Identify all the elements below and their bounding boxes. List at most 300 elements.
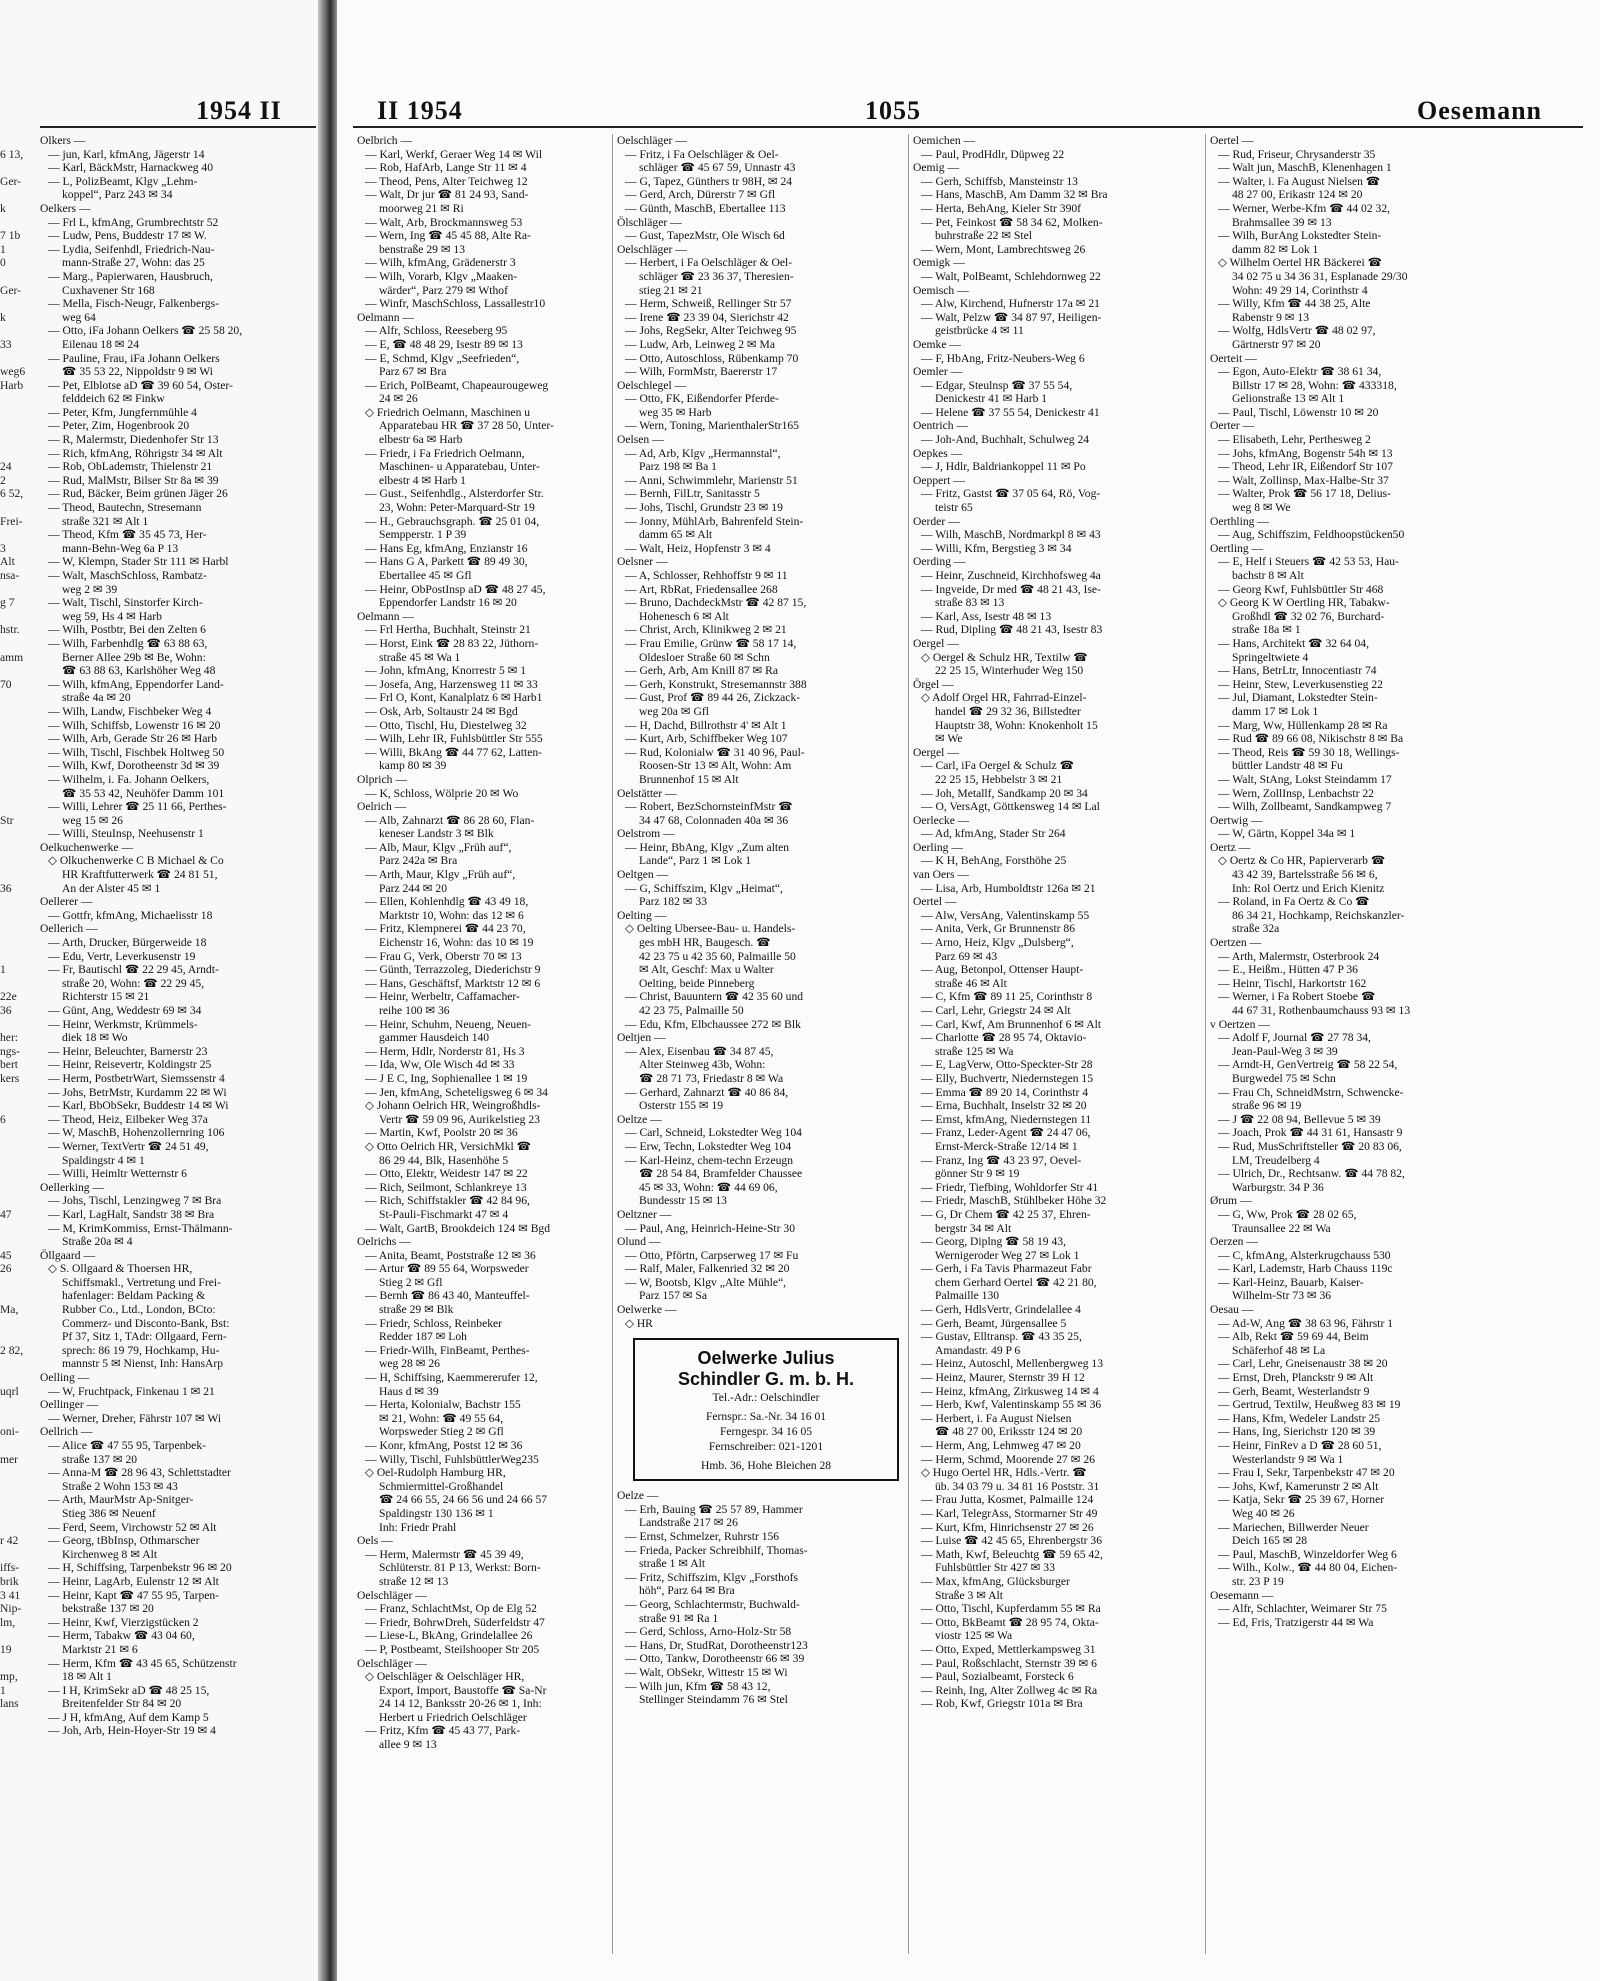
directory-entry-line: — Ida, Ww, Ole Wisch 4d ✉ 33 (365, 1058, 515, 1072)
directory-entry-line: — Wilh, kfmAng, Grädenerstr 3 (365, 256, 516, 270)
margin-fragment (0, 1493, 34, 1507)
directory-entry-line: — Gerhard, Zahnarzt ☎ 40 86 84, (625, 1085, 789, 1099)
directory-entry-line: wärder“, Parz 279 ✉ Wthof (379, 283, 508, 297)
margin-fragment: Alt (0, 555, 15, 569)
directory-entry-line: Traunsallee 22 ✉ Wa (1232, 1221, 1331, 1235)
surname-heading: Oerlecke — (913, 813, 970, 827)
margin-fragment (0, 1466, 34, 1480)
directory-entry-line: — Heinr, Tischl, Harkortstr 162 (1218, 976, 1367, 990)
margin-fragment (0, 637, 34, 651)
margin-fragment: 1 (0, 242, 6, 256)
directory-entry-line: Richterstr 15 ✉ 21 (62, 990, 150, 1004)
directory-entry-line: — Frau I, Sekr, Tarpenbekstr 47 ✉ 20 (1218, 1466, 1395, 1480)
margin-fragment (0, 1018, 34, 1032)
directory-entry-line: 34 47 68, Colonnaden 40a ✉ 36 (639, 813, 789, 827)
right-header-rule (353, 126, 1583, 128)
directory-entry-line: — Herm, Ang, Lehmweg 47 ✉ 20 (921, 1439, 1081, 1452)
directory-entry-line: — Frl L, kfmAng, Grumbrechtstr 52 (48, 215, 219, 229)
directory-entry-line: weg 15 ✉ 26 (62, 813, 123, 827)
margin-fragment: lans (0, 1697, 19, 1711)
margin-fragment (0, 161, 34, 175)
margin-fragment (0, 134, 34, 148)
directory-entry-line: ☎ 24 66 55, 24 66 56 und 24 66 57 (379, 1493, 548, 1507)
directory-entry-line: — Herbert, i. Fa August Nielsen (921, 1411, 1072, 1425)
directory-entry-line: — Friedr-Wilh, FinBeamt, Perthes- (365, 1343, 530, 1357)
directory-entry-line: Westerlandstr 9 ✉ Wa 1 (1232, 1452, 1344, 1466)
surname-heading: Oerling — (913, 840, 963, 854)
margin-fragment (0, 1140, 34, 1154)
directory-entry-line: handel ☎ 29 32 36, Billstedter (935, 704, 1081, 718)
directory-entry-line: Vertr ☎ 59 09 96, Aurikelstieg 23 (379, 1112, 540, 1126)
directory-entry-line: — Pet, Elblotse aD ☎ 39 60 54, Oster- (48, 378, 233, 392)
directory-entry-line: — Wilh, Zollbeamt, Sandkampweg 7 (1218, 800, 1392, 814)
margin-fragment (0, 501, 34, 515)
directory-entry-line: — Paul, Tischl, Löwenstr 10 ✉ 20 (1218, 405, 1379, 419)
surname-heading: Oelmann — (357, 609, 414, 623)
directory-entry-line: — H, Schiffsing, Tarpenbekstr 96 ✉ 20 (48, 1561, 232, 1575)
directory-entry-line: — Wilh, Landw, Fischbeker Weg 4 (48, 704, 212, 718)
directory-entry-line: Parz 157 ✉ Sa (639, 1289, 707, 1303)
margin-fragment: k (0, 310, 6, 324)
directory-entry-line: — Gerh, i Fa Tavis Pharmazeut Fabr (921, 1262, 1092, 1276)
margin-fragment: 24 (0, 460, 12, 474)
directory-entry-line: — G, Schiffszim, Klgv „Heimat“, (625, 881, 783, 895)
right-running-header: II 1954 (377, 96, 463, 125)
directory-entry-line: diek 18 ✉ Wo (62, 1031, 128, 1045)
margin-fragment (0, 406, 34, 420)
directory-entry-line: — Paul, ProdHdlr, Düpweg 22 (921, 147, 1065, 161)
directory-entry-line: — Karl, LagHalt, Sandstr 38 ✉ Bra (48, 1207, 215, 1221)
surname-heading: Oergel — (913, 745, 959, 759)
right-page (337, 0, 1600, 1981)
surname-heading: Oertel — (1210, 134, 1254, 147)
directory-entry-line: — Edu, Vertr, Leverkusenstr 19 (48, 949, 196, 963)
directory-entry-line: straße 83 ✉ 13 (935, 596, 1005, 610)
surname-heading: Oelwerke — (617, 1303, 677, 1317)
directory-entry-line: — Wilh, Kwf, Dorotheenstr 3d ✉ 39 (48, 759, 220, 773)
surname-heading: Oemig — (913, 161, 960, 175)
directory-entry-line: 24 ✉ 26 (379, 392, 418, 406)
surname-heading: Oemichen — (913, 134, 976, 147)
directory-entry-line: elbestr 6a ✉ Harb (379, 433, 463, 447)
directory-entry-line: — Walter, i. Fa August Nielsen ☎ (1218, 174, 1381, 188)
margin-fragment (0, 1412, 34, 1426)
directory-entry-line: — Carl, Kwf, Am Brunnenhof 6 ✉ Alt (921, 1017, 1102, 1031)
directory-entry-line: — Joh-And, Buchhalt, Schulweg 24 (921, 433, 1090, 447)
directory-entry-line: Parz 69 ✉ 43 (935, 949, 998, 963)
directory-entry-line: — F, HbAng, Fritz-Neubers-Weg 6 (921, 351, 1085, 365)
directory-entry-line: straße 46 ✉ Alt (935, 976, 1007, 990)
directory-entry-line: — Alb, Zahnarzt ☎ 86 28 60, Flan- (365, 813, 535, 827)
margin-fragment: 6 13, (0, 147, 24, 161)
directory-entry-line: — Frl Hertha, Buchhalt, Steinstr 21 (365, 623, 531, 637)
directory-entry-line: straße 20, Wohn: ☎ 22 29 45, (62, 976, 205, 990)
surname-heading: Oelschlegel — (617, 378, 687, 392)
directory-entry-line: — Otto, iFa Johann Oelkers ☎ 25 58 20, (48, 324, 243, 338)
directory-entry-line: — Walt, StAng, Lokst Steindamm 17 (1218, 772, 1392, 786)
directory-entry-line: — Ad-W, Ang ☎ 38 63 96, Fährstr 1 (1218, 1316, 1394, 1330)
directory-entry-line: elbestr 4 ✉ Harb 1 (379, 473, 466, 487)
directory-entry-line: — Rich, Seilmont, Schlankreye 13 (365, 1180, 527, 1194)
directory-entry-line: — Konr, kfmAng, Postst 12 ✉ 36 (365, 1439, 523, 1452)
directory-entry-line: — Theod, Pens, Alter Teichweg 12 (365, 174, 528, 188)
column-divider-3 (1205, 134, 1206, 1954)
directory-entry-line: Apparatebau HR ☎ 37 28 50, Unter- (379, 419, 554, 433)
margin-fragment (0, 1738, 34, 1752)
directory-entry-line: — Ellen, Kohlenhdlg ☎ 43 49 18, (365, 895, 529, 909)
directory-entry-line: — E, LagVerw, Otto-Speckter-Str 28 (921, 1058, 1093, 1072)
directory-entry-line: — Wern, Mont, Lambrechtsweg 26 (921, 242, 1086, 256)
directory-entry-line: 23, Wohn: Peter-Marquard-Str 19 (379, 501, 535, 515)
directory-entry-line: 86 34 21, Hochkamp, Reichskanzler- (1232, 908, 1405, 922)
directory-entry-line: — Erh, Bauing ☎ 25 57 89, Hammer (625, 1502, 803, 1516)
catchword: Oesemann (1417, 96, 1542, 125)
margin-fragment: 6 (0, 1112, 6, 1126)
directory-entry-line: — Lydia, Seifenhdl, Friedrich-Nau- (48, 242, 215, 256)
surname-heading: van Oers — (913, 868, 970, 882)
directory-entry-line: — Horst, Eink ☎ 28 83 22, Jüthorn- (365, 636, 539, 650)
directory-entry-line: — Walt, Heiz, Hopfenstr 3 ✉ 4 (625, 541, 771, 555)
directory-entry-line: weg 64 (62, 310, 96, 324)
margin-fragment: kers (0, 1071, 20, 1085)
directory-entry-line: — G, Ww, Prok ☎ 28 02 65, (1218, 1207, 1357, 1221)
directory-entry-line: — Arth, MaurMstr Ap-Snitger- (48, 1493, 194, 1507)
directory-entry-line: 45 ✉ 33, Wohn: ☎ 44 69 06, (639, 1180, 778, 1194)
directory-entry-line: reihe 100 ✉ 36 (379, 1004, 450, 1017)
directory-entry-line: hafenlager: Beldam Packing & (62, 1289, 206, 1303)
directory-entry-line: — Erna, Buchhalt, Inselstr 32 ✉ 20 (921, 1099, 1087, 1113)
directory-entry-line: — Heinr, FinRev a D ☎ 28 60 51, (1218, 1439, 1382, 1452)
directory-entry-line: — Heinr, Werkmstr, Krümmels- (48, 1017, 198, 1031)
surname-heading: Oelstrom — (617, 827, 675, 841)
directory-entry-line: Marktstr 10, Wohn: das 12 ✉ 6 (379, 908, 524, 922)
directory-entry-line: Bundesstr 15 ✉ 13 (639, 1194, 727, 1208)
surname-heading: Oertzen — (1210, 936, 1262, 950)
directory-entry-line: — Theod, Bautechn, Stresemann (48, 501, 202, 515)
directory-entry-line: — Herta, Kolonialw, Bachstr 155 (365, 1398, 521, 1412)
directory-entry-line: Stieg 386 ✉ Neuenf (62, 1506, 156, 1520)
directory-entry-line: straße 4a ✉ 20 (62, 691, 131, 705)
directory-entry-line: Schlüterstr. 81 P 13, Werkst: Born- (379, 1561, 541, 1575)
directory-entry-line: ◇ Otto Oelrich HR, VersichMkl ☎ (365, 1139, 532, 1153)
directory-entry-line: — Egon, Auto-Elektr ☎ 38 61 34, (1218, 365, 1382, 379)
directory-entry-line: Sempperstr. 1 P 39 (379, 528, 467, 542)
directory-entry-line: — Friedr, MaschB, Stühlbeker Höhe 32 (921, 1194, 1107, 1208)
surname-heading: Oeppert — (913, 473, 965, 487)
directory-entry-line: — Ad, Arb, Klgv „Hermannstal“, (625, 446, 781, 460)
directory-entry-line: — W, Fruchtpack, Finkenau 1 ✉ 21 (48, 1384, 215, 1398)
margin-fragment: uqrl (0, 1384, 19, 1398)
margin-fragment (0, 1235, 34, 1249)
directory-entry-line: — Willi, Lehrer ☎ 25 11 66, Perthes- (48, 800, 227, 814)
directory-entry-line: — Frl O, Kont, Kanalplatz 6 ✉ Harb1 (365, 691, 543, 705)
directory-entry-line: Commerz- und Disconto-Bank, Bst: (62, 1316, 230, 1330)
margin-fragment (0, 1289, 34, 1303)
surname-heading: Oelschläger — (357, 1656, 427, 1670)
directory-entry-line: — H., Gebrauchsgraph. ☎ 25 01 04, (365, 514, 540, 528)
margin-fragment: 33 (0, 337, 12, 351)
directory-entry-line: kamp 80 ✉ 39 (379, 759, 447, 773)
surname-heading: Oeltjen — (617, 1031, 666, 1045)
surname-heading: Oelstätter — (617, 786, 677, 800)
right-column-4-entries (1210, 134, 1590, 1629)
directory-entry-line: — Walt, PolBeamt, Schlehdornweg 22 (921, 269, 1101, 283)
directory-entry-line: weg 20a ✉ Gfl (639, 704, 709, 718)
margin-fragment (0, 352, 34, 366)
surname-heading: Oelling — (40, 1371, 90, 1385)
directory-entry-line: — Pet, Feinkost ☎ 58 34 62, Molken- (921, 215, 1103, 229)
directory-entry-line: — Rich, kfmAng, Röhrigstr 34 ✉ Alt (48, 446, 223, 460)
directory-entry-line: — Walter, Prok ☎ 56 17 18, Delius- (1218, 487, 1391, 501)
directory-entry-line: weg 2 ✉ 39 (62, 582, 118, 596)
surname-heading: Oeltgen — (617, 868, 669, 882)
directory-entry-line: mannstr 5 ✉ Nienst, Inh: HansArp (62, 1357, 224, 1371)
surname-heading: Oelkers — (40, 201, 91, 215)
directory-entry-line: — Rud, MalMstr, Bilser Str 8a ✉ 39 (48, 473, 219, 487)
directory-entry-line: — Theod, Reis ☎ 59 30 18, Wellings- (1218, 745, 1400, 759)
directory-entry-line: — Gerh, Konstrukt, Stresemannstr 388 (625, 677, 807, 691)
directory-entry-line: Jean-Paul-Weg 3 ✉ 39 (1232, 1044, 1338, 1058)
directory-entry-line: Kirchenweg 8 ✉ Alt (62, 1547, 158, 1561)
margin-fragment (0, 746, 34, 760)
left-column-entries (40, 134, 318, 1738)
directory-entry-line: — Wern, Toning, MarienthalerStr165 (625, 419, 799, 433)
directory-entry-line: — Friedr, Tiefbing, Wohldorfer Str 41 (921, 1180, 1099, 1194)
directory-entry-line: — W, MaschB, Hohenzollernring 106 (48, 1126, 225, 1140)
directory-entry-line: — Karl, TelegrAss, Stormarner Str 49 (921, 1506, 1098, 1520)
directory-entry-line: straße 18a ✉ 1 (1232, 623, 1301, 637)
directory-entry-line: — Walt, Tischl, Sinstorfer Kirch- (48, 596, 203, 610)
directory-entry-line: 22 25 15, Hebbelstr 3 ✉ 21 (935, 772, 1063, 786)
directory-entry-line: — Heinr, Zuschneid, Kirchhofsweg 4a (921, 569, 1101, 582)
surname-heading: Oepkes — (913, 446, 963, 460)
directory-entry-line: — Werner, Dreher, Fährstr 107 ✉ Wi (48, 1411, 222, 1425)
directory-entry-line: — Alice ☎ 47 55 95, Tarpenbek- (48, 1439, 206, 1452)
directory-entry-line: — Franz, SchlachtMst, Op de Elg 52 (365, 1602, 537, 1616)
directory-entry-line: — E, Schmd, Klgv „Seefrieden“, (365, 351, 520, 365)
directory-entry-line: — Wilh, Farbenhdlg ☎ 63 88 63, (48, 636, 208, 650)
directory-entry-line: ◇ HR (625, 1316, 653, 1330)
directory-entry-line: — Willi, SteuInsp, Neehusenstr 1 (48, 827, 204, 841)
directory-entry-line: — Otto, Autoschloss, Rübenkamp 70 (625, 351, 799, 365)
surname-heading: Oertz — (1210, 840, 1251, 854)
directory-entry-line: — Wilhelm, i. Fa. Johann Oelkers, (48, 772, 210, 786)
directory-entry-line: — Wilh, Vorarb, Klgv „Maaken- (365, 269, 518, 283)
ad-phone: Ferngespr. 34 16 05 (719, 1425, 813, 1439)
directory-entry-line: geistbrücke 4 ✉ 11 (935, 324, 1024, 338)
directory-entry-line: Herbert u Friedrich Oelschläger (379, 1710, 527, 1724)
directory-entry-line: buhrstraße 22 ✉ Stel (935, 229, 1032, 243)
directory-entry-line: — Charlotte ☎ 28 95 74, Oktavio- (921, 1031, 1087, 1045)
directory-entry-line: ☎ 48 27 00, Eriksstr 124 ✉ 20 (935, 1425, 1083, 1439)
surname-heading: Oellerking — (40, 1180, 105, 1194)
surname-heading: Oelrich — (357, 800, 407, 814)
margin-fragment: ngs- (0, 1044, 20, 1058)
margin-fragment: weg6 (0, 365, 26, 379)
margin-fragment: g 7 (0, 596, 15, 610)
directory-entry-line: — Wilh., Kolw., ☎ 44 80 04, Eichen- (1218, 1561, 1398, 1575)
margin-fragment (0, 1711, 34, 1725)
margin-fragment (0, 854, 34, 868)
margin-fragment (0, 1126, 34, 1140)
directory-entry-line: — J H, kfmAng, Auf dem Kamp 5 (48, 1710, 209, 1724)
surname-heading: Oertwig — (1210, 813, 1263, 827)
directory-entry-line: Hohenesch 6 ✉ Alt (639, 609, 729, 623)
directory-entry-line: straße 125 ✉ Wa (935, 1044, 1014, 1058)
surname-heading: Öllgaard — (40, 1248, 96, 1262)
directory-entry-line: — Alw, Kirchend, Hufnerstr 17a ✉ 21 (921, 297, 1100, 311)
margin-fragment (0, 1181, 34, 1195)
page-number: 1055 (865, 96, 921, 125)
directory-entry-line: — Hans, BetrLtr, Innocentiastr 74 (1218, 664, 1377, 678)
directory-entry-line: Gärtnerstr 97 ✉ 20 (1232, 337, 1321, 351)
directory-entry-line: — Peter, Zim, Hogenbrook 20 (48, 419, 190, 433)
margin-fragment: iffs- (0, 1561, 20, 1575)
margin-fragment (0, 705, 34, 719)
margin-fragment (0, 433, 34, 447)
directory-entry-line: mann-Behn-Weg 6a P 13 (62, 541, 179, 555)
margin-fragment: 0 (0, 256, 6, 270)
directory-entry-line: Springeltwiete 4 (1232, 650, 1309, 664)
surname-heading: Oerzen — (1210, 1235, 1258, 1249)
directory-entry-line: — E, ☎ 48 48 29, Isestr 89 ✉ 13 (365, 337, 523, 351)
directory-entry-line: — Joach, Prok ☎ 44 31 61, Hansastr 9 (1218, 1126, 1403, 1140)
directory-entry-line: 18 ✉ Alt 1 (62, 1670, 112, 1684)
directory-entry-line: straße 91 ✉ Ra 1 (639, 1611, 719, 1625)
directory-entry-line: — Aug, Schiffszim, Feldhoopstücken50 (1218, 528, 1405, 542)
margin-fragment: mer (0, 1452, 19, 1466)
margin-fragment (0, 216, 34, 230)
surname-heading: Olprich — (357, 772, 407, 786)
directory-entry-line: Maschinen- u Apparatebau, Unter- (379, 460, 540, 474)
directory-entry-line: Burgwedel 75 ✉ Schn (1232, 1071, 1336, 1085)
margin-fragment (0, 1330, 34, 1344)
margin-fragment (0, 1276, 34, 1290)
margin-fragment: 6 52, (0, 487, 24, 501)
directory-entry-line: ◇ Oergel & Schulz HR, Textilw ☎ (921, 650, 1088, 664)
directory-entry-line: — Franz, Ing ☎ 43 23 97, Oevel- (921, 1153, 1082, 1167)
directory-entry-line: — Gerh, HdlsVertr, Grindelallee 4 (921, 1303, 1081, 1317)
right-column-3-entries (913, 134, 1202, 1711)
directory-entry-line: — Karl, BäckMstr, Harnackweg 40 (48, 161, 214, 175)
directory-entry-line: — Josefa, Ang, Harzensweg 11 ✉ 33 (365, 677, 538, 691)
ad-telex: Fernschreiber: 021-1201 (708, 1440, 824, 1454)
directory-entry-line: — G, Dr Chem ☎ 42 25 37, Ehren- (921, 1207, 1091, 1221)
directory-entry-line: — Pauline, Frau, iFa Johann Oelkers (48, 351, 220, 365)
directory-entry-line: Parz 198 ✉ Ba 1 (639, 460, 717, 474)
directory-entry-line: — Karl, Lademstr, Harb Chauss 119c (1218, 1262, 1393, 1276)
margin-fragment (0, 827, 34, 841)
directory-entry-line: Schiffsmakl., Vertretung und Frei- (62, 1275, 221, 1289)
margin-fragment: 70 (0, 677, 12, 691)
margin-fragment: 3 41 (0, 1588, 21, 1602)
directory-entry-line: — Rud ☎ 89 66 08, Nikischstr 8 ✉ Ba (1218, 732, 1404, 746)
directory-entry-line: — E., Heißm., Hütten 47 P 36 (1218, 963, 1358, 977)
directory-entry-line: 44 67 31, Rothenbaumchauss 93 ✉ 13 (1232, 1004, 1411, 1017)
margin-fragment (0, 759, 34, 773)
directory-entry-line: — Adolf F, Journal ☎ 27 78 34, (1218, 1031, 1371, 1045)
surname-heading: Oellerer — (40, 895, 93, 909)
directory-entry-line: — Rud, Kolonialw ☎ 31 40 96, Paul- (625, 745, 805, 759)
directory-entry-line: — Gerh, Schiffsb, Mansteinstr 13 (921, 174, 1078, 188)
directory-entry-line: — Fritz, Gastst ☎ 37 05 64, Rö, Vog- (921, 487, 1101, 501)
directory-entry-line: — Peter, Kfm, Jungfernmühle 4 (48, 405, 197, 419)
directory-entry-line: — Irene ☎ 23 39 04, Sierichstr 42 (625, 310, 789, 324)
margin-fragment (0, 1629, 34, 1643)
directory-entry-line: — A, Schlosser, Rehhoffstr 9 ✉ 11 (625, 569, 788, 582)
margin-fragment: k (0, 201, 6, 215)
directory-entry-line: stieg 21 ✉ 21 (639, 283, 703, 297)
directory-entry-line: moorweg 21 ✉ Ri (379, 201, 464, 215)
margin-fragment (0, 950, 34, 964)
ad-address: Hmb. 36, Hohe Bleichen 28 (700, 1459, 832, 1473)
directory-entry-line: Amandastr. 49 P 6 (935, 1343, 1021, 1357)
directory-entry-line: — Fritz, Schiffszim, Klgv „Forsthofs (625, 1570, 799, 1584)
margin-fragment: 47 (0, 1207, 12, 1221)
company-name-line: Schindler G. m. b. H. (677, 1369, 855, 1390)
directory-entry-line: ☎ 35 53 42, Neuhöfer Damm 101 (62, 786, 225, 800)
margin-fragment: 2 82, (0, 1343, 24, 1357)
margin-fragment (0, 868, 34, 882)
directory-entry-line: Breitenfelder Str 84 ✉ 20 (62, 1697, 182, 1711)
directory-entry-line: — Gustav, Elltransp. ☎ 43 35 25, (921, 1330, 1082, 1344)
directory-entry-line: Denickestr 41 ✉ Harb 1 (935, 392, 1048, 406)
margin-fragment: 1 (0, 963, 6, 977)
directory-entry-line: — Ludw, Arb, Leinweg 2 ✉ Ma (625, 337, 775, 351)
directory-entry-line: — Karl-Heinz, chem-techn Erzeugn (625, 1153, 794, 1167)
margin-fragment (0, 1480, 34, 1494)
directory-entry-line: Spaldingstr 130 136 ✉ 1 (379, 1506, 494, 1520)
directory-entry-line: — Ernst, kfmAng, Niedernstegen 11 (921, 1112, 1092, 1126)
directory-entry-line: — Werner, TextVertr ☎ 24 51 49, (48, 1139, 209, 1153)
margin-fragment (0, 1317, 34, 1331)
directory-entry-line: — Robert, BezSchornsteinfMstr ☎ (625, 800, 793, 814)
directory-entry-line: — Walt, MaschSchloss, Rambatz- (48, 569, 207, 582)
directory-entry-line: üb. 34 03 79 u. 34 81 16 Poststr. 31 (935, 1479, 1100, 1493)
directory-entry-line: — R, Malermstr, Diedenhofer Str 13 (48, 433, 219, 447)
directory-entry-line: — Herm, PostbetrWart, Siemssenstr 4 (48, 1071, 225, 1085)
directory-entry-line: — Wilh, MaschB, Nordmarkpl 8 ✉ 43 (921, 528, 1101, 542)
directory-entry-line: — Heinr, Werbeltr, Caffamacher- (365, 990, 520, 1004)
directory-entry-line: — Theod, Lehr IR, Eißendorf Str 107 (1218, 460, 1393, 474)
directory-entry-line: — Artur ☎ 89 55 64, Worpsweder (365, 1262, 529, 1276)
directory-entry-line: — Hans, Ing, Sierichstr 120 ✉ 39 (1218, 1425, 1376, 1439)
directory-entry-line: — Rud, Dipling ☎ 48 21 43, Isestr 83 (921, 623, 1103, 637)
directory-entry-line: — Otto, FK, Eißendorfer Pferde- (625, 392, 779, 406)
surname-heading: Oentrich — (913, 419, 969, 433)
directory-entry-line: Wohn: 49 29 14, Corinthstr 4 (1232, 283, 1368, 297)
margin-fragment (0, 1724, 34, 1738)
directory-entry-line: bergstr 34 ✉ Alt (935, 1221, 1012, 1235)
directory-entry-line: — Otto, Tischl, Hu, Diestelweg 32 (365, 718, 527, 732)
directory-entry-line: — Aug, Betonpol, Ottenser Haupt- (921, 963, 1084, 977)
directory-entry-line: schläger ☎ 45 67 59, Unnastr 43 (639, 161, 796, 175)
directory-entry-line: — Gerd, Arch, Dürerstr 7 ✉ Gfl (625, 188, 776, 202)
directory-entry-line: Worpsweder Stieg 2 ✉ Gfl (379, 1425, 504, 1439)
directory-entry-line: — Rob, Kwf, Griegstr 101a ✉ Bra (921, 1697, 1083, 1711)
margin-fragment (0, 691, 34, 705)
margin-fragment (0, 392, 34, 406)
directory-entry-line: — Günt, Ang, Weddestr 69 ✉ 34 (48, 1004, 202, 1017)
directory-entry-line: Eilenau 18 ✉ 24 (62, 337, 140, 351)
directory-entry-line: — E, Helf i Steuers ☎ 42 53 53, Hau- (1218, 555, 1399, 569)
directory-entry-line: — Paul, Roßschlacht, Sternstr 39 ✉ 6 (921, 1656, 1097, 1670)
surname-heading: Olund — (617, 1235, 661, 1249)
directory-entry-line: — L, PolizBeamt, Klgv „Lehm- (48, 174, 198, 188)
directory-entry-line: büttler Landstr 48 ✉ Fu (1232, 759, 1343, 773)
directory-entry-line: — Carl, Lehr, Griegstr 24 ✉ Alt (921, 1004, 1071, 1017)
directory-entry-line: — Johs, Tischl, Grundstr 23 ✉ 19 (625, 501, 783, 515)
